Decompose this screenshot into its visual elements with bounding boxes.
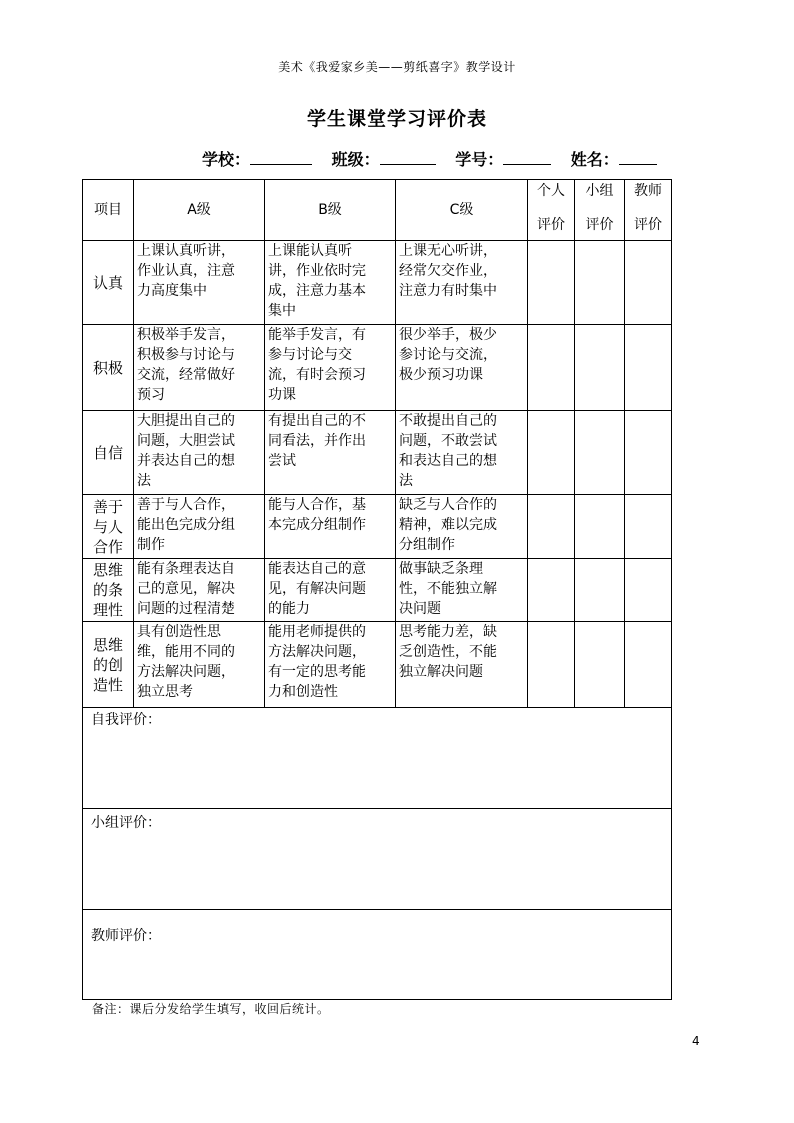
criteria-item-line: 的创 [92, 655, 123, 674]
group-eval-cell[interactable] [83, 809, 672, 910]
a-level-desc-line: 积极举手发言， [137, 327, 235, 343]
a-level-desc-line: 独立思考 [137, 684, 193, 700]
teacher-eval-input[interactable] [625, 241, 672, 325]
criteria-item-line: 积极 [92, 358, 123, 377]
self-eval-input[interactable] [528, 411, 575, 495]
c-level-desc-line: 独立解决问题 [399, 664, 483, 680]
group-eval-input[interactable] [575, 325, 625, 411]
a-level-desc [134, 495, 265, 559]
criteria-item [83, 622, 134, 708]
group-eval-input[interactable] [575, 411, 625, 495]
criteria-row [83, 325, 672, 411]
class-label: 班级： [331, 150, 380, 169]
b-level-desc-line: 尝试 [268, 453, 296, 469]
teacher-eval-cell[interactable] [83, 910, 672, 1000]
a-level-desc-line: 积极参与讨论与 [137, 347, 235, 363]
a-level-desc-line: 力高度集中 [137, 283, 207, 299]
c-level-desc [396, 411, 528, 495]
criteria-row [83, 241, 672, 325]
criteria-item-line: 造性 [92, 675, 123, 694]
teacher-eval-input[interactable] [625, 559, 672, 622]
a-level-desc-line: 法 [137, 473, 151, 489]
c-level-desc-line: 问题，不敢尝试 [399, 433, 497, 449]
c-level-desc-line: 和表达自己的想 [399, 453, 497, 469]
table-header-row [83, 180, 672, 241]
b-level-desc-line: 能举手发言，有 [268, 327, 366, 343]
b-level-desc-line: 能与人合作，基 [268, 497, 366, 513]
c-level-desc [396, 559, 528, 622]
header-c-level: C级 [396, 180, 528, 241]
teacher-eval-input[interactable] [625, 325, 672, 411]
a-level-desc [134, 241, 265, 325]
a-level-desc-line: 并表达自己的想 [137, 453, 235, 469]
a-level-desc-line: 上课认真听讲， [137, 243, 235, 259]
c-level-desc-line: 缺乏与人合作的 [399, 497, 497, 513]
b-level-desc-line: 讲，作业依时完 [268, 263, 366, 279]
criteria-item-line: 自信 [92, 443, 123, 462]
student-info-line [202, 147, 657, 170]
a-level-desc-line: 问题的过程清楚 [137, 601, 235, 617]
criteria-item [83, 559, 134, 622]
criteria-item-line: 思维 [92, 635, 123, 654]
c-level-desc-line: 乏创造性，不能 [399, 644, 497, 660]
b-level-desc-line: 上课能认真听 [268, 243, 352, 259]
number-blank[interactable] [503, 150, 551, 165]
header-self-eval: 个人 评价 [528, 180, 575, 241]
name-blank[interactable] [619, 150, 657, 165]
b-level-desc [265, 325, 396, 411]
criteria-item-line: 的条 [92, 581, 123, 599]
b-level-desc-line: 本完成分组制作 [268, 517, 366, 533]
evaluation-table [82, 179, 672, 1000]
group-eval-label: 小组评价： [91, 815, 161, 831]
self-eval-input[interactable] [528, 241, 575, 325]
b-level-desc-line: 能用老师提供的 [268, 624, 366, 640]
criteria-item-line: 善于 [92, 497, 123, 516]
b-level-desc-line: 成，注意力基本 [268, 283, 366, 299]
form-title: 学生课堂学习评价表 [306, 108, 487, 130]
b-level-desc [265, 622, 396, 708]
criteria-item [83, 241, 134, 325]
a-level-desc-line: 具有创造性思 [137, 624, 221, 640]
group-eval-row [83, 809, 672, 910]
page-header: 美术《我爱家乡美——剪纸喜字》教学设计 [278, 60, 516, 74]
a-level-desc-line: 交流，经常做好 [137, 367, 235, 383]
b-level-desc-line: 有一定的思考能 [268, 664, 366, 680]
criteria-row [83, 495, 672, 559]
b-level-desc [265, 411, 396, 495]
a-level-desc [134, 325, 265, 411]
c-level-desc-line: 性，不能独立解 [399, 581, 497, 597]
header-b-level: B级 [265, 180, 396, 241]
b-level-desc-line: 集中 [268, 303, 296, 319]
a-level-desc-line: 己的意见，解决 [137, 581, 235, 597]
c-level-desc-line: 做事缺乏条理 [399, 561, 483, 577]
teacher-eval-row [83, 910, 672, 1000]
b-level-desc-line: 同看法，并作出 [268, 433, 366, 449]
b-level-desc-line: 见，有解决问题 [268, 581, 366, 597]
self-eval-input[interactable] [528, 495, 575, 559]
b-level-desc-line: 的能力 [268, 601, 310, 617]
b-level-desc-line: 有提出自己的不 [268, 413, 366, 429]
a-level-desc-line: 问题，大胆尝试 [137, 433, 235, 449]
c-level-desc-line: 参讨论与交流， [399, 347, 497, 363]
c-level-desc-line: 思考能力差，缺 [399, 624, 497, 640]
criteria-row [83, 622, 672, 708]
a-level-desc [134, 411, 265, 495]
c-level-desc-line: 精神，难以完成 [399, 517, 497, 533]
c-level-desc-line: 注意力有时集中 [399, 283, 497, 299]
a-level-desc-line: 善于与人合作， [137, 497, 235, 513]
a-level-desc-line: 预习 [137, 387, 165, 403]
c-level-desc-line: 极少预习功课 [399, 367, 483, 383]
criteria-item-line: 合作 [92, 537, 123, 556]
a-level-desc [134, 622, 265, 708]
b-level-desc-line: 方法解决问题， [268, 644, 366, 660]
header-teacher-eval: 教师 评价 [625, 180, 672, 241]
b-level-desc-line: 功课 [268, 387, 296, 403]
b-level-desc [265, 241, 396, 325]
c-level-desc-line: 不敢提出自己的 [399, 413, 497, 429]
c-level-desc [396, 241, 528, 325]
self-eval-cell[interactable]: 自我评价： [83, 708, 672, 809]
a-level-desc-line: 方法解决问题， [137, 664, 235, 680]
group-eval-input[interactable] [575, 622, 625, 708]
school-label: 学校： [202, 150, 251, 169]
a-level-desc-line: 大胆提出自己的 [137, 413, 235, 429]
number-label: 学号： [455, 150, 504, 169]
c-level-desc-line: 经常欠交作业， [399, 263, 497, 279]
header-item: 项目 [83, 180, 134, 241]
b-level-desc [265, 559, 396, 622]
b-level-desc-line: 力和创造性 [268, 684, 338, 700]
teacher-eval-input[interactable] [625, 495, 672, 559]
footnote: 备注：课后分发给学生填写，收回后统计。 [92, 1002, 330, 1016]
a-level-desc-line: 能有条理表达自 [137, 561, 235, 577]
b-level-desc-line: 流，有时会预习 [268, 367, 366, 383]
self-eval-input[interactable] [528, 622, 575, 708]
school-blank[interactable] [250, 150, 312, 165]
b-level-desc [265, 495, 396, 559]
class-blank[interactable] [380, 150, 436, 165]
self-eval-input[interactable] [528, 325, 575, 411]
criteria-item-line: 与人 [92, 517, 123, 536]
criteria-item-line: 认真 [92, 273, 123, 292]
teacher-eval-input[interactable] [625, 411, 672, 495]
page-number: 4 [692, 1034, 700, 1048]
group-eval-input[interactable] [575, 495, 625, 559]
a-level-desc-line: 作业认真，注意 [137, 263, 235, 279]
name-label: 姓名： [570, 150, 619, 169]
self-eval-row [83, 708, 672, 809]
c-level-desc-line: 很少举手，极少 [399, 327, 497, 343]
criteria-item [83, 325, 134, 411]
c-level-desc [396, 495, 528, 559]
c-level-desc-line: 决问题 [399, 601, 441, 617]
criteria-item-line: 理性 [92, 601, 123, 619]
c-level-desc [396, 325, 528, 411]
criteria-item [83, 495, 134, 559]
c-level-desc-line: 上课无心听讲， [399, 243, 497, 259]
b-level-desc-line: 能表达自己的意 [268, 561, 366, 577]
c-level-desc-line: 法 [399, 473, 413, 489]
a-level-desc-line: 能出色完成分组 [137, 517, 235, 533]
a-level-desc-line: 维，能用不同的 [137, 644, 235, 660]
c-level-desc [396, 622, 528, 708]
teacher-eval-input[interactable] [625, 622, 672, 708]
criteria-row [83, 411, 672, 495]
a-level-desc [134, 559, 265, 622]
criteria-row [83, 559, 672, 622]
header-group-eval: 小组 评价 [575, 180, 625, 241]
group-eval-input[interactable] [575, 241, 625, 325]
header-a-level: A级 [134, 180, 265, 241]
group-eval-input[interactable] [575, 559, 625, 622]
teacher-eval-label: 教师评价： [91, 928, 161, 944]
criteria-item [83, 411, 134, 495]
criteria-item-line: 思维 [92, 561, 123, 579]
a-level-desc-line: 制作 [137, 537, 165, 553]
c-level-desc-line: 分组制作 [399, 537, 455, 553]
b-level-desc-line: 参与讨论与交 [268, 347, 352, 363]
self-eval-input[interactable] [528, 559, 575, 622]
